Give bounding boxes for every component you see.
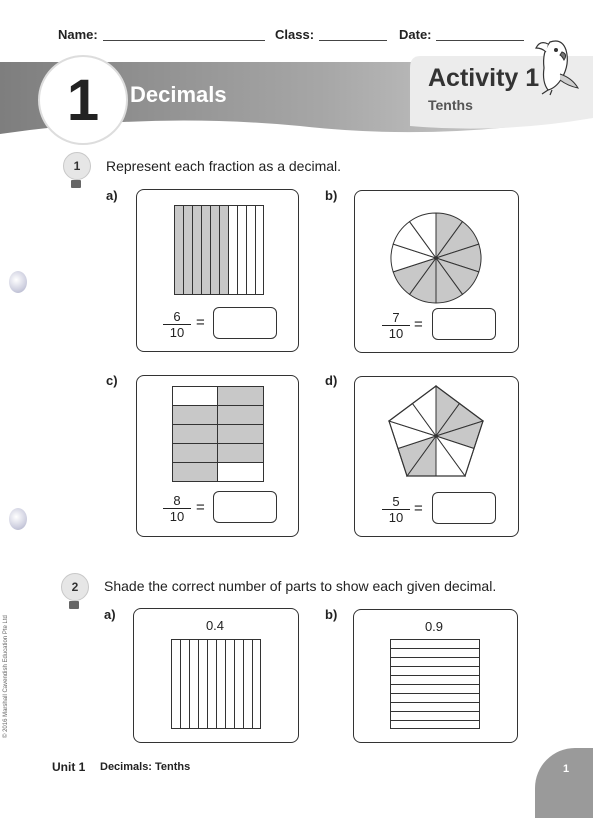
tenths-circle-model-1b — [388, 210, 484, 306]
decimal-label-2b: 0.9 — [424, 619, 444, 634]
part-2a-label: a) — [104, 607, 116, 622]
tenths-strip-model-2a[interactable] — [171, 639, 261, 729]
tenths-strip-model-2b[interactable] — [390, 639, 480, 729]
answer-box-1d[interactable] — [432, 492, 496, 524]
denominator: 10 — [382, 509, 410, 525]
binder-hole — [9, 508, 27, 530]
activity-subtitle: Tenths — [428, 97, 473, 113]
decimal-label-2a: 0.4 — [205, 618, 225, 633]
denominator: 10 — [163, 324, 191, 340]
class-line[interactable] — [319, 40, 387, 41]
question-2-bulb-icon — [61, 573, 89, 601]
tenths-strip-model-1a — [174, 205, 264, 295]
unit-number: 1 — [66, 67, 100, 133]
name-label: Name: — [58, 27, 98, 42]
numerator: 5 — [392, 494, 400, 509]
answer-box-1c[interactable] — [213, 491, 277, 523]
unit-number-badge — [38, 55, 128, 145]
denominator: 10 — [382, 325, 410, 341]
question-1-number: 1 — [73, 159, 81, 173]
footer-unit: Unit 1 — [52, 760, 86, 774]
fraction-1d — [382, 494, 410, 525]
page-number: 1 — [563, 763, 570, 775]
equals-sign: = — [414, 500, 423, 517]
copyright-text: © 2016 Marshall Cavendish Education Pte Ltd — [3, 615, 9, 738]
part-1d-label: d) — [325, 373, 338, 388]
question-2-number: 2 — [71, 580, 79, 594]
question-2-text: Shade the correct number of parts to show each given decimal. — [104, 578, 497, 594]
part-1a-label: a) — [106, 188, 118, 203]
question-1-bulb-icon — [63, 152, 91, 180]
fraction-1b — [382, 310, 410, 341]
denominator: 10 — [163, 508, 191, 524]
answer-box-1b[interactable] — [432, 308, 496, 340]
tenths-grid-model-1c — [172, 386, 264, 482]
date-label: Date: — [399, 27, 432, 42]
question-1-text: Represent each fraction as a decimal. — [106, 158, 342, 174]
activity-title: Activity 1 — [428, 64, 540, 92]
binder-hole — [9, 271, 27, 293]
name-line[interactable] — [103, 40, 265, 41]
numerator: 8 — [173, 493, 181, 508]
parrot-mascot-icon — [528, 34, 580, 96]
answer-box-1a[interactable] — [213, 307, 277, 339]
part-2b-label: b) — [325, 607, 338, 622]
bulb-base-icon — [69, 601, 79, 609]
tenths-pentagon-model-1d — [385, 384, 487, 482]
unit-title: Decimals — [130, 82, 227, 107]
part-1c-label: c) — [106, 373, 118, 388]
class-label: Class: — [275, 27, 315, 42]
fraction-1c — [163, 493, 191, 524]
footer-title: Decimals: Tenths — [100, 761, 191, 773]
date-line[interactable] — [436, 40, 524, 41]
fraction-1a — [163, 309, 191, 340]
bulb-base-icon — [71, 180, 81, 188]
numerator: 7 — [392, 310, 400, 325]
page-number-tab — [535, 748, 593, 818]
equals-sign: = — [196, 499, 205, 516]
equals-sign: = — [414, 316, 423, 333]
part-1b-label: b) — [325, 188, 338, 203]
equals-sign: = — [196, 314, 205, 331]
numerator: 6 — [173, 309, 181, 324]
